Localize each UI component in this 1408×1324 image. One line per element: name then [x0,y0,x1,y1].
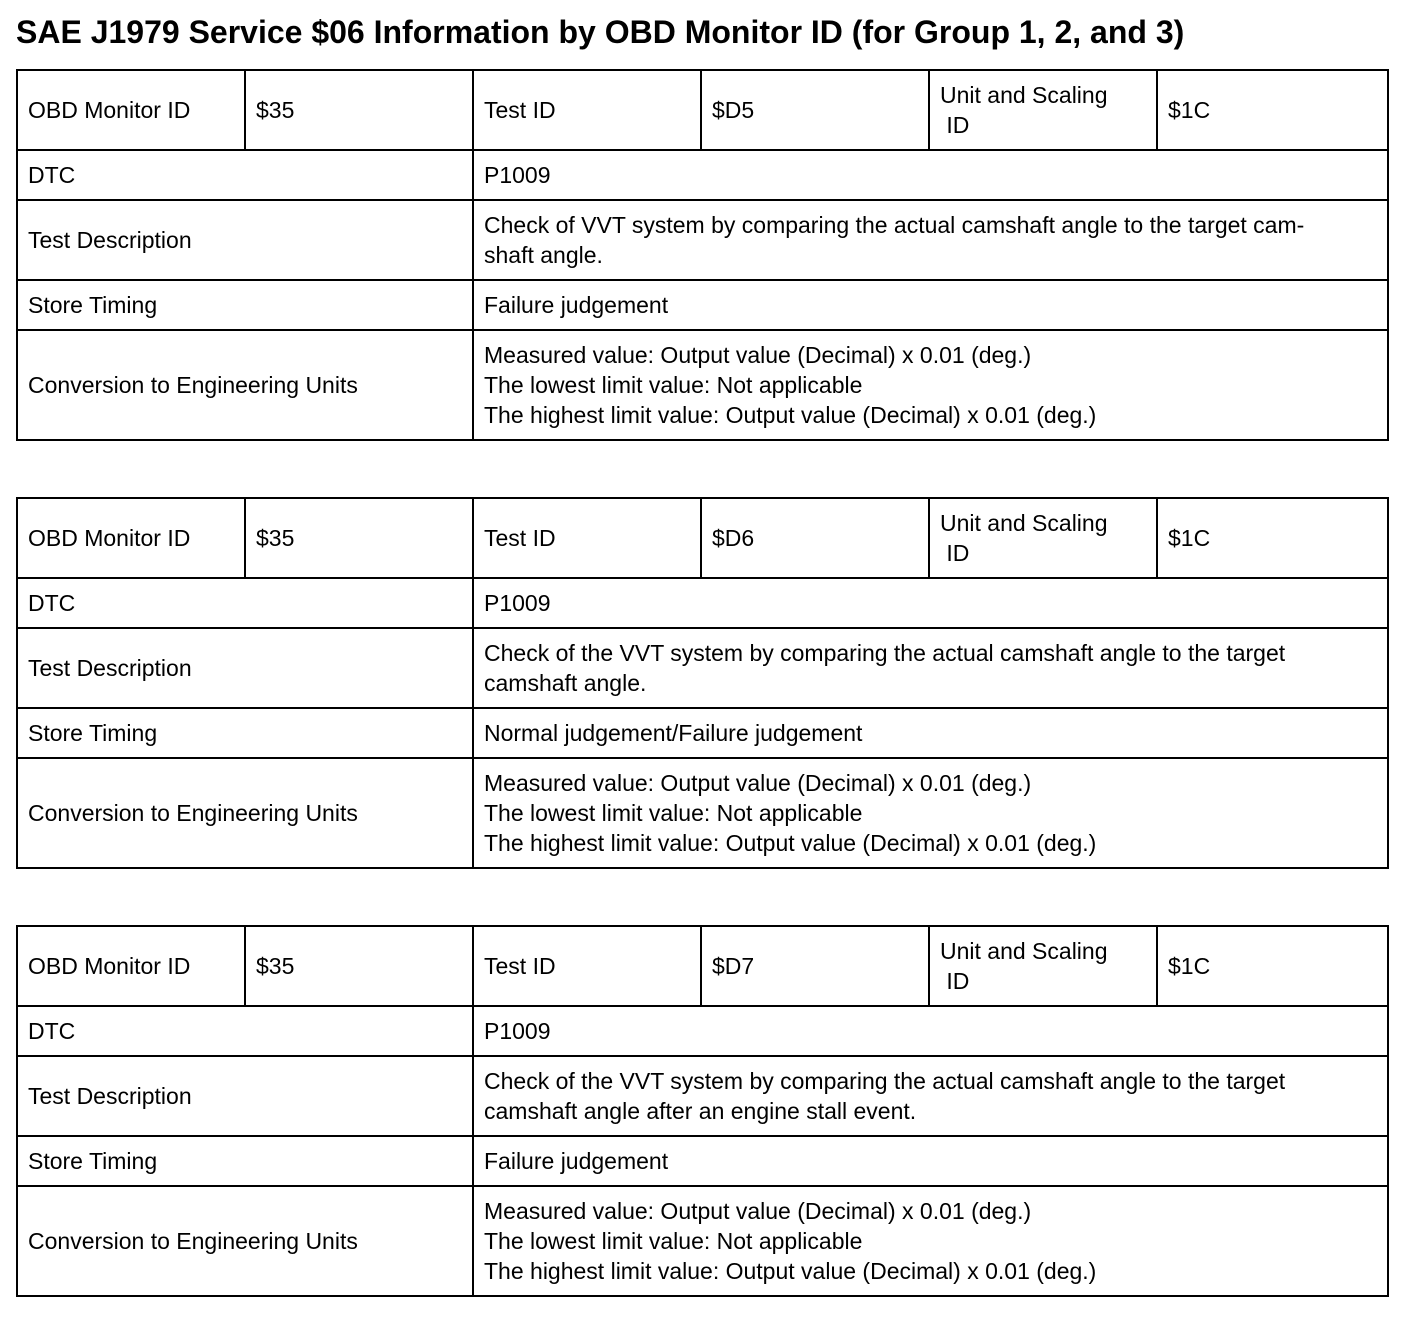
obd-monitor-id-value: $35 [245,926,473,1006]
dtc-value: P1009 [473,150,1388,200]
test-id-label: Test ID [473,926,701,1006]
unit-scaling-id-value: $1C [1157,926,1388,1006]
store-timing-label: Store Timing [17,708,473,758]
conversion-highest-limit: The highest limit value: Output value (Decimal) x 0.01 (deg.) [484,830,1097,856]
obd-monitor-id-value: $35 [245,70,473,150]
store-timing-value: Failure judgement [473,280,1388,330]
service-06-table [16,925,1389,1297]
dtc-value: P1009 [473,578,1388,628]
unit-scaling-id-value: $1C [1157,498,1388,578]
conversion-row [17,758,1388,868]
table-header-row [17,926,1388,1006]
unit-scaling-label-line2: ID [940,968,970,994]
obd-monitor-id-label: OBD Monitor ID [17,926,245,1006]
conversion-highest-limit: The highest limit value: Output value (Decimal) x 0.01 (deg.) [484,1258,1097,1284]
dtc-row [17,578,1388,628]
conversion-measured: Measured value: Output value (Decimal) x 0.01 (deg.) [484,342,1032,368]
test-id-label: Test ID [473,70,701,150]
conversion-value [473,1186,1388,1296]
conversion-lowest-limit: The lowest limit value: Not applicable [484,372,863,398]
conversion-lowest-limit: The lowest limit value: Not applicable [484,800,863,826]
test-description-value [473,628,1388,708]
dtc-label: DTC [17,1006,473,1056]
unit-scaling-id-value: $1C [1157,70,1388,150]
obd-monitor-id-label: OBD Monitor ID [17,70,245,150]
table-header-row [17,70,1388,150]
unit-scaling-label-line1: Unit and Scaling [940,510,1108,536]
test-description-line: shaft angle. [484,242,603,268]
service-06-table [16,69,1389,441]
unit-scaling-id-label [929,498,1157,578]
conversion-row [17,330,1388,440]
conversion-label: Conversion to Engineering Units [17,758,473,868]
store-timing-row [17,280,1388,330]
conversion-highest-limit: The highest limit value: Output value (Decimal) x 0.01 (deg.) [484,402,1097,428]
obd-monitor-id-value: $35 [245,498,473,578]
test-id-value: $D7 [701,926,929,1006]
test-description-line: Check of the VVT system by comparing the actual camshaft angle to the target [484,640,1286,666]
conversion-label: Conversion to Engineering Units [17,1186,473,1296]
table-header-row [17,498,1388,578]
test-description-line: camshaft angle after an engine stall event. [484,1098,917,1124]
test-description-line: camshaft angle. [484,670,647,696]
service-06-table [16,497,1389,869]
unit-scaling-id-label [929,70,1157,150]
unit-scaling-label-line2: ID [940,540,970,566]
conversion-value [473,758,1388,868]
conversion-label: Conversion to Engineering Units [17,330,473,440]
test-description-line: Check of VVT system by comparing the actual camshaft angle to the target cam- [484,212,1305,238]
test-description-line: Check of the VVT system by comparing the actual camshaft angle to the target [484,1068,1286,1094]
unit-scaling-label-line1: Unit and Scaling [940,82,1108,108]
dtc-row [17,1006,1388,1056]
conversion-value [473,330,1388,440]
store-timing-label: Store Timing [17,1136,473,1186]
store-timing-value: Normal judgement/Failure judgement [473,708,1388,758]
dtc-label: DTC [17,578,473,628]
test-description-value [473,200,1388,280]
test-description-label: Test Description [17,1056,473,1136]
conversion-row [17,1186,1388,1296]
test-id-value: $D6 [701,498,929,578]
unit-scaling-label-line2: ID [940,112,970,138]
conversion-measured: Measured value: Output value (Decimal) x 0.01 (deg.) [484,1198,1032,1224]
unit-scaling-id-label [929,926,1157,1006]
dtc-label: DTC [17,150,473,200]
store-timing-label: Store Timing [17,280,473,330]
test-description-row [17,1056,1388,1136]
conversion-lowest-limit: The lowest limit value: Not applicable [484,1228,863,1254]
conversion-measured: Measured value: Output value (Decimal) x 0.01 (deg.) [484,770,1032,796]
test-id-label: Test ID [473,498,701,578]
unit-scaling-label-line1: Unit and Scaling [940,938,1108,964]
store-timing-value: Failure judgement [473,1136,1388,1186]
page-title: SAE J1979 Service $06 Information by OBD Monitor ID (for Group 1, 2, and 3) [16,14,1185,50]
dtc-row [17,150,1388,200]
test-description-value [473,1056,1388,1136]
test-description-row [17,200,1388,280]
test-description-label: Test Description [17,628,473,708]
test-id-value: $D5 [701,70,929,150]
dtc-value: P1009 [473,1006,1388,1056]
test-description-row [17,628,1388,708]
store-timing-row [17,708,1388,758]
store-timing-row [17,1136,1388,1186]
test-description-label: Test Description [17,200,473,280]
obd-monitor-id-label: OBD Monitor ID [17,498,245,578]
